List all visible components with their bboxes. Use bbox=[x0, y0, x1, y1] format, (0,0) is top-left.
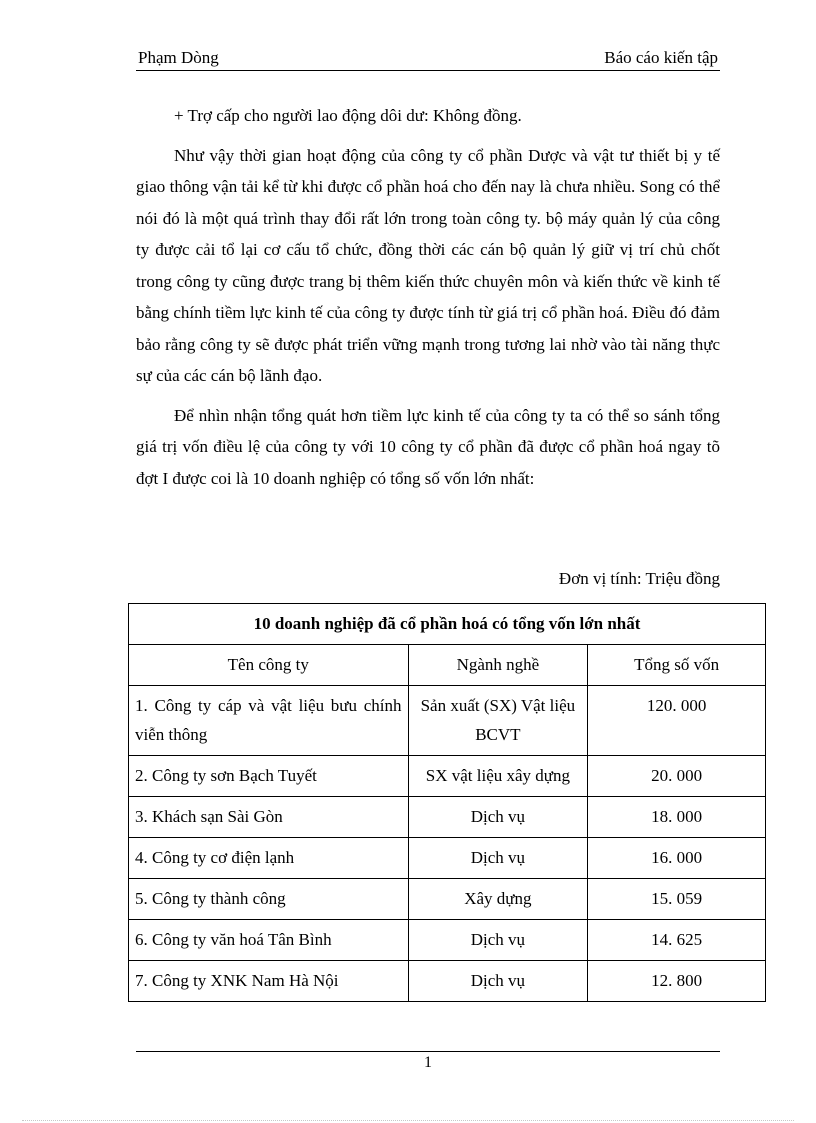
page-number: 1 bbox=[424, 1054, 432, 1071]
cell-company: 5. Công ty thành công bbox=[129, 879, 409, 920]
cell-company: 6. Công ty văn hoá Tân Bình bbox=[129, 920, 409, 961]
table-row bbox=[129, 920, 766, 961]
table-title-row bbox=[129, 604, 766, 645]
header-title: Báo cáo kiến tập bbox=[604, 48, 718, 67]
cell-company: 3. Khách sạn Sài Gòn bbox=[129, 797, 409, 838]
body-text bbox=[136, 100, 720, 502]
table-row bbox=[129, 879, 766, 920]
page-bottom-edge bbox=[22, 1120, 794, 1121]
cell-capital: 18. 000 bbox=[588, 797, 766, 838]
table-row bbox=[129, 838, 766, 879]
cell-capital: 15. 059 bbox=[588, 879, 766, 920]
paragraph: + Trợ cấp cho người lao động dôi dư: Không đồng. bbox=[174, 106, 522, 125]
cell-industry: Xây dựng bbox=[408, 879, 588, 920]
cell-company: 4. Công ty cơ điện lạnh bbox=[129, 838, 409, 879]
cell-industry: Dịch vụ bbox=[408, 961, 588, 1002]
table-row bbox=[129, 797, 766, 838]
column-header-capital: Tổng số vốn bbox=[588, 645, 766, 686]
column-header-company: Tên công ty bbox=[129, 645, 409, 686]
table-title: 10 doanh nghiệp đã cổ phần hoá có tổng vốn lớn nhất bbox=[129, 604, 766, 645]
table-row bbox=[129, 756, 766, 797]
cell-industry: Dịch vụ bbox=[408, 838, 588, 879]
cell-capital: 120. 000 bbox=[588, 686, 766, 756]
cell-company: 2. Công ty sơn Bạch Tuyết bbox=[129, 756, 409, 797]
header-author: Phạm Dòng bbox=[138, 48, 219, 67]
company-capital-table bbox=[128, 603, 766, 1002]
table-row bbox=[129, 686, 766, 756]
unit-label: Đơn vị tính: Triệu đồng bbox=[558, 569, 720, 588]
page-header bbox=[136, 48, 720, 71]
column-header-industry: Ngành nghề bbox=[408, 645, 588, 686]
cell-industry: SX vật liệu xây dựng bbox=[408, 756, 588, 797]
table-row bbox=[129, 961, 766, 1002]
cell-industry: Sản xuất (SX) Vật liệu BCVT bbox=[408, 686, 588, 756]
cell-capital: 12. 800 bbox=[588, 961, 766, 1002]
cell-company: 7. Công ty XNK Nam Hà Nội bbox=[129, 961, 409, 1002]
cell-capital: 20. 000 bbox=[588, 756, 766, 797]
paragraph: Để nhìn nhận tổng quát hơn tiềm lực kinh tế của công ty ta có thể so sánh tổng giá trị vốn điều lệ của công ty với 10 công ty cổ phần đã được cổ phần hoá ngay tõ đợt I được coi là 10 doanh nghiệp có tổng số vốn lớn nhất: bbox=[136, 405, 720, 488]
footer-divider bbox=[136, 1051, 720, 1052]
cell-company: 1. Công ty cáp và vật liệu bưu chính viễn thông bbox=[129, 686, 409, 756]
cell-capital: 14. 625 bbox=[588, 920, 766, 961]
cell-capital: 16. 000 bbox=[588, 838, 766, 879]
cell-industry: Dịch vụ bbox=[408, 920, 588, 961]
table-header-row bbox=[129, 645, 766, 686]
paragraph: Như vậy thời gian hoạt động của công ty cổ phần Dược và vật tư thiết bị y tế giao thông vận tải kể từ khi được cổ phần hoá cho đến nay là chưa nhiều. Song có thể nói đó là một quá trình thay đổi rất lớn trong toàn công ty. bộ máy quản lý của công ty được cải tổ lại cơ cấu tổ chức, đồng thời các cán bộ quản lý giữ vị trí chủ chốt trong công ty cũng được trang bị thêm kiến thức chuyên môn và kiến thức về kinh tế bằng chính tiềm lực kinh tế của công ty được tính từ giá trị cổ phần hoá. Điều đó đảm bảo rằng công ty sẽ được phát triển vững mạnh trong tương lai nhờ vào tài năng thực sự của các cán bộ lãnh đạo. bbox=[136, 145, 720, 385]
cell-industry: Dịch vụ bbox=[408, 797, 588, 838]
